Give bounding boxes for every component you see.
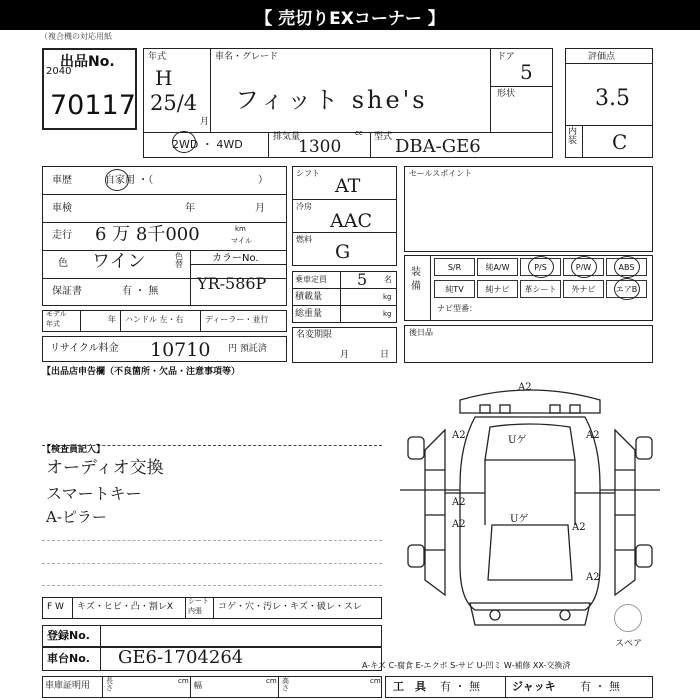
- equipment-row2-2: 革シート: [520, 280, 561, 298]
- gross-label: 総重量: [295, 309, 323, 319]
- model-year-dealer: ディーラー・並行: [205, 315, 269, 324]
- equipment-label: 装備: [411, 267, 421, 292]
- gross-unit: kg: [383, 310, 392, 318]
- car-damage-diagram: [400, 375, 660, 635]
- damage-mark-roof-center: Uゲ: [510, 514, 529, 525]
- color-label: 色: [58, 258, 68, 269]
- year-suffix: 月: [200, 117, 210, 127]
- arrival-label: 後日品: [409, 328, 433, 337]
- inspector-line-1: オーディオ交換: [46, 458, 164, 478]
- equipment-row2-0: 純TV: [434, 280, 475, 298]
- year-value: 25/4: [150, 91, 198, 115]
- name-change-month: 月: [340, 350, 350, 360]
- model-value: DBA-GE6: [395, 136, 481, 157]
- fw-sheet-label: シート: [188, 597, 209, 605]
- car-name-value: フィット she's: [235, 86, 428, 114]
- shift-value: AT: [335, 175, 361, 197]
- mileage-label: 走行: [52, 230, 72, 241]
- private-use-circle: [105, 169, 129, 191]
- plate-value: YR-586P: [197, 274, 267, 293]
- inspector-line-2: スマートキー: [46, 484, 142, 503]
- interior-value: C: [612, 130, 628, 154]
- capacity-value: 5: [357, 270, 368, 289]
- certificate-height: 高さ: [282, 677, 289, 692]
- displacement-value: 1300: [298, 137, 342, 157]
- equipment-row1-1: 純A/W: [477, 258, 518, 276]
- registration-label: 登録No.: [47, 629, 90, 642]
- inspection-month: 月: [255, 203, 265, 214]
- chassis-label: 車台No.: [47, 652, 90, 665]
- certificate-row: [42, 676, 382, 698]
- inspection-year: 年: [185, 203, 195, 214]
- score-value: 3.5: [595, 86, 630, 111]
- mileage-unit2: マイル: [231, 237, 252, 245]
- lot-number: 70117: [50, 90, 136, 121]
- damage-mark-rear-right: A2: [586, 572, 600, 583]
- color-value: ワイン: [92, 251, 146, 272]
- inspector-label: 【検査員記入】: [42, 445, 106, 455]
- spare-label: スペア: [615, 639, 643, 649]
- damage-mark-roof: A2: [518, 382, 532, 393]
- car-name-label: 車名・グレード: [215, 52, 279, 62]
- registration-row: [42, 625, 382, 647]
- load-unit: kg: [383, 293, 392, 301]
- damage-legend: A-キズ C-腐食 E-エクボ S-サビ U-凹ミ W-補修 XX-交換済: [362, 661, 571, 670]
- capacity-unit: 名: [384, 275, 392, 284]
- fw-items: キズ・ヒビ・凸・割レX: [77, 602, 173, 612]
- drive-value: 2WD ・ 4WD: [172, 138, 243, 151]
- chassis-value: GE6-1704264: [118, 647, 244, 668]
- equipment-row2-3: 外ナビ: [563, 280, 604, 298]
- year-era: H: [155, 66, 173, 90]
- interior-label: 内装: [568, 127, 578, 146]
- doors-value: 5: [520, 60, 533, 84]
- damage-mark-left-door-2: A2: [452, 519, 466, 530]
- doors-label: ドア: [497, 52, 515, 62]
- equipment-row1-0: S/R: [434, 258, 475, 276]
- recycle-value: 10710: [150, 339, 211, 361]
- warranty-value: 有 ・ 無: [122, 286, 159, 297]
- damage-mark-right-door: A2: [572, 522, 586, 533]
- certificate-width: 幅: [194, 681, 202, 690]
- seller-notes-label: 【出品店申告欄（不良箇所・欠品・注意事項等）: [42, 367, 241, 377]
- history-close: ）: [258, 175, 268, 186]
- mileage-value: 6 万 8千000: [95, 224, 200, 245]
- history-label: 車歴: [52, 175, 72, 186]
- shift-label: シフト: [296, 169, 320, 178]
- certificate-label: 車庫証明用: [45, 681, 91, 691]
- name-change-day: 日: [380, 350, 390, 360]
- header-title: 【 売切りEXコーナー 】: [255, 9, 445, 29]
- aircon-value: AAC: [330, 210, 372, 232]
- displacement-label: 排気量: [273, 132, 301, 142]
- equipment-row2-4: エアB: [606, 280, 647, 298]
- equipment-circle-row1-2: [528, 256, 554, 278]
- capacity-label: 乗車定員: [295, 275, 327, 284]
- inspector-line-3: A-ピラー: [46, 508, 107, 526]
- certificate-unit-2: cm: [266, 677, 277, 685]
- equipment-circle-row1-3: [571, 256, 597, 278]
- fuel-value: G: [335, 241, 351, 263]
- lot-tag: 2040: [46, 66, 72, 77]
- damage-mark-front-right: A2: [586, 430, 600, 441]
- model-year-label1: モデル: [46, 310, 67, 318]
- tools-value: 有 ・ 無: [440, 680, 480, 693]
- jack-label: ジャッキ: [512, 680, 556, 693]
- navi-label: ナビ型番：: [437, 304, 477, 313]
- score-label: 評価点: [588, 52, 616, 62]
- fw-items2: コゲ・穴・汚レ・キズ・破レ・スレ: [218, 602, 362, 612]
- equipment-circle-row1-4: [614, 256, 640, 278]
- inspection-label: 車検: [52, 203, 72, 214]
- fuel-label: 燃料: [296, 235, 312, 244]
- model-year-year: 年: [108, 315, 116, 324]
- lot-label: 出品No.: [60, 54, 115, 70]
- sales-point-block: [404, 166, 653, 252]
- mileage-unit: km: [235, 225, 246, 233]
- jack-value: 有 ・ 無: [580, 680, 620, 693]
- name-change-label: 名変期限: [296, 330, 333, 340]
- equipment-row2-1: 純ナビ: [477, 280, 518, 298]
- damage-mark-hood: Uゲ: [508, 435, 527, 446]
- spare-circle: [614, 604, 642, 632]
- drive-circle: [172, 131, 196, 153]
- color-change-label: 色替: [175, 252, 183, 269]
- load-label: 積載量: [295, 292, 323, 302]
- sales-point-label: セールスポイント: [409, 169, 473, 178]
- equipment-row1-2: P/S: [520, 258, 561, 276]
- equipment-row1-3: P/W: [563, 258, 604, 276]
- aircon-label: 冷房: [296, 202, 312, 211]
- equipment-row1-4: ABS: [606, 258, 647, 276]
- recycle-unit: 円 預託済: [228, 344, 267, 354]
- damage-mark-front-left: A2: [452, 430, 466, 441]
- arrival-block: [404, 325, 653, 363]
- displacement-unit: cc: [355, 129, 363, 137]
- equipment-circle-row2-4: [614, 278, 640, 300]
- color-no-label: カラーNo.: [212, 253, 259, 264]
- recycle-label: リサイクル料金: [50, 343, 119, 354]
- fw-label: F W: [47, 602, 64, 612]
- fw-sheet-label2: 内張: [188, 607, 202, 615]
- certificate-unit-3: cm: [370, 677, 381, 685]
- certificate-unit-1: cm: [178, 677, 189, 685]
- history-value: 自家用 ・（: [105, 175, 154, 186]
- warranty-label: 保証書: [52, 286, 82, 297]
- model-year-handle: ハンドル 左・右: [125, 315, 184, 324]
- shape-label: 形状: [497, 89, 516, 99]
- damage-mark-left-door-1: A2: [452, 497, 466, 508]
- certificate-length: 長さ: [106, 677, 113, 692]
- year-label: 年式: [148, 52, 167, 62]
- tools-label: 工 具: [393, 680, 426, 693]
- top-note: （複合機の対応用紙: [40, 32, 112, 41]
- model-year-label2: 年式: [46, 320, 60, 328]
- model-label: 型式: [374, 132, 393, 142]
